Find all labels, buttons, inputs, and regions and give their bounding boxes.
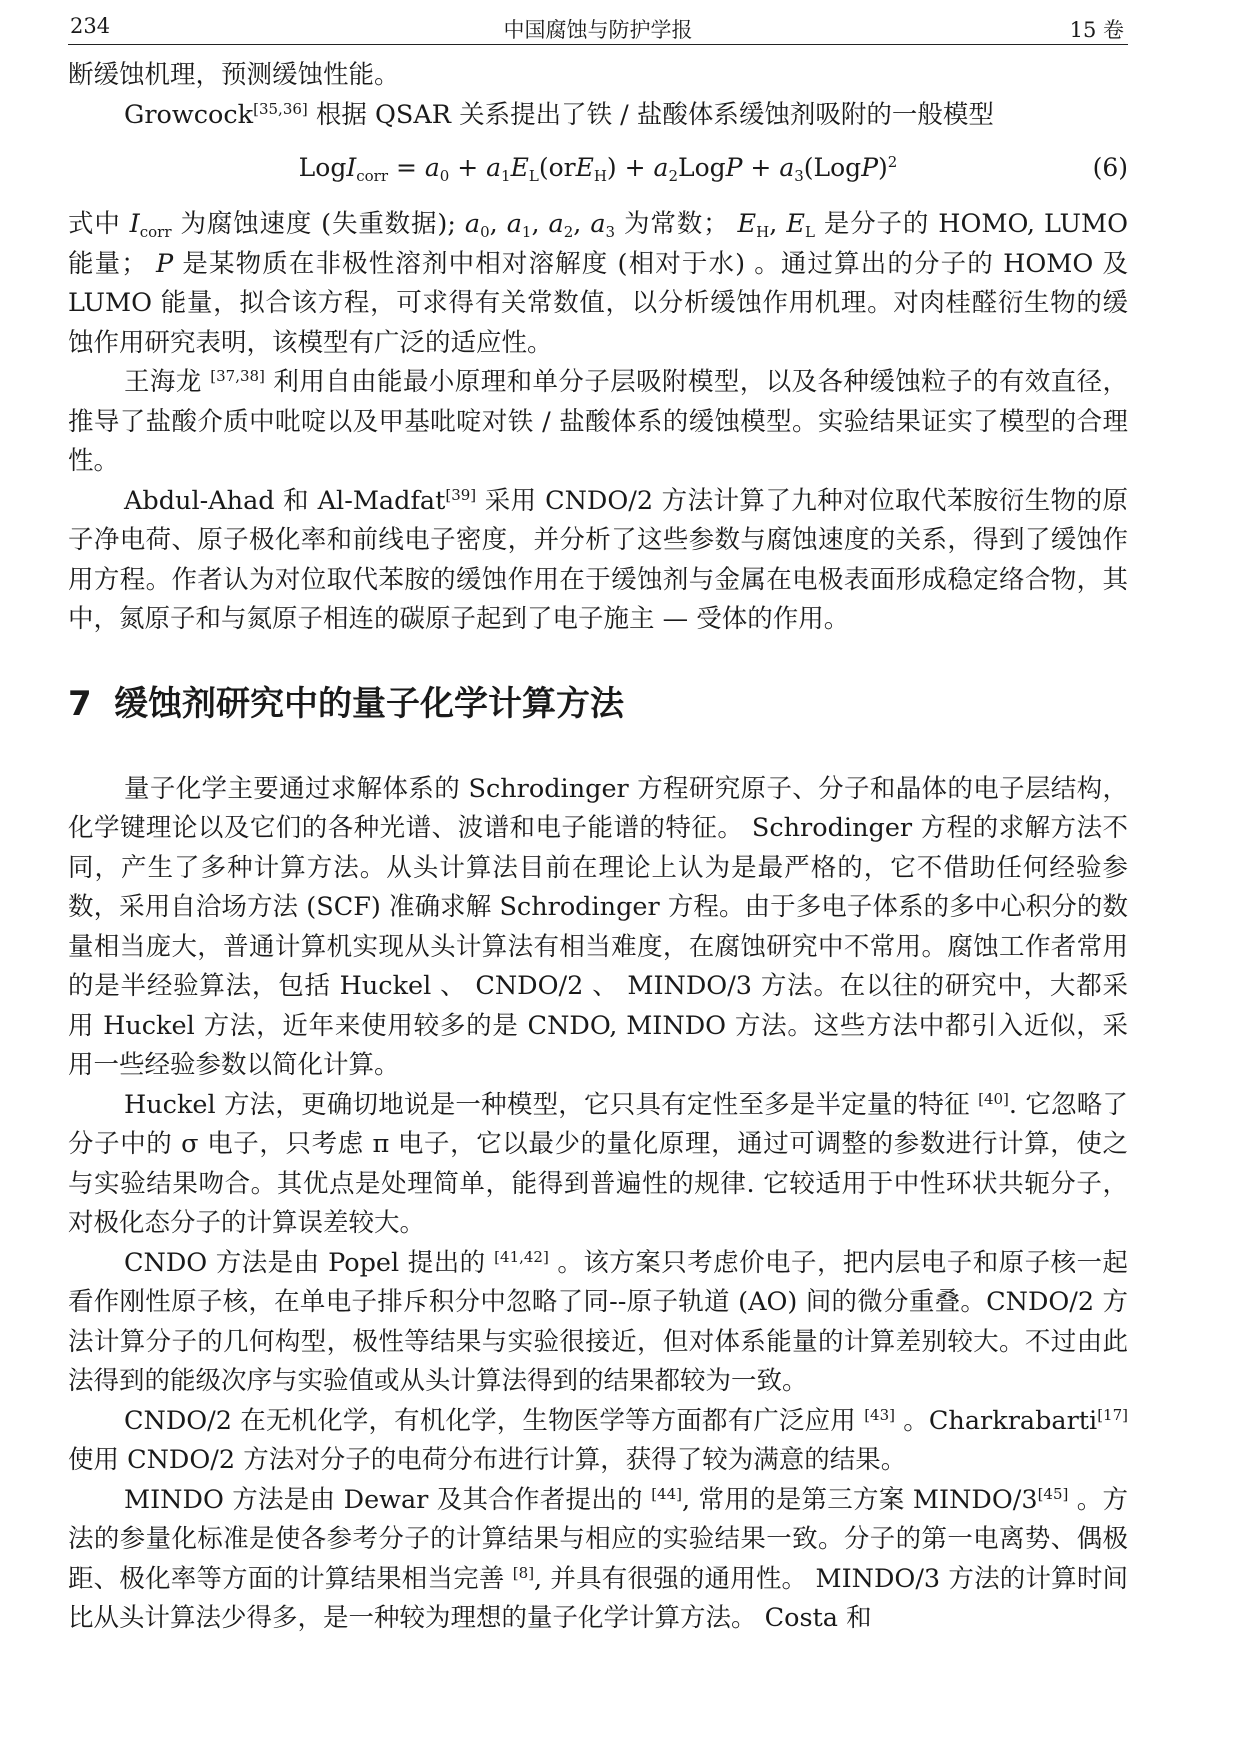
journal-title: 中国腐蚀与防护学报 bbox=[503, 18, 693, 42]
paragraph-abdul-ahad: Abdul-Ahad 和 Al-Madfat[39] 采用 CNDO/2 方法计算了九种对位取代苯胺衍生物的原子净电荷、原子极化率和前线电子密度，并分析了这些参数与腐蚀速度的关系，得到了缓蚀作用方程。作者认为对位取代苯胺的缓蚀作用在于缓蚀剂与金属在电极表面形成稳定络合物，其中，氮原子和与氮原子相连的碳原子起到了电子施主 — 受体的作用。 bbox=[68, 485, 1129, 634]
equation-6 bbox=[68, 135, 1128, 205]
paragraph-continuation: 断缓蚀机理，预测缓蚀性能。 bbox=[68, 60, 400, 90]
equation-number: (6) bbox=[1092, 153, 1128, 182]
section-heading bbox=[68, 640, 1128, 770]
paragraph-mindo: MINDO 方法是由 Dewar 及其合作者提出的 [44], 常用的是第三方案 MINDO/3[45] 。方法的参量化标准是使各参考分子的计算结果与相应的实验结果一致。分子的第一电离势、偶极距、极化率等方面的计算结果相当完善 [8], 并具有很强的通用性。 MINDO/3 方法的计算时间比从头计算法少得多，是一种较为理想的量子化学计算方法。 Costa 和 bbox=[68, 1484, 1129, 1633]
paragraph-cndo2: CNDO/2 在无机化学，有机化学，生物医学等方面都有广泛应用 [43] 。Charkrabarti[17] 使用 CNDO/2 方法对分子的电荷分布进行计算，获得了较为满意的结果。 bbox=[68, 1405, 1128, 1475]
volume-label: 15 卷 bbox=[1069, 18, 1124, 42]
running-header bbox=[68, 8, 1128, 42]
paragraph-growcock: Growcock[35,36] 根据 QSAR 关系提出了铁 / 盐酸体系缓蚀剂吸附的一般模型 bbox=[124, 99, 994, 130]
page-body bbox=[68, 56, 1128, 1639]
equation-body: LogI$_{corr}$ = $a_0 + a_1E_L(orE_H)$ + $a_2LogP$ + $a_3(LogP)^2$ bbox=[298, 153, 898, 185]
paragraph-cndo: CNDO 方法是由 Popel 提出的 [41,42] 。该方案只考虑价电子，把内层电子和原子核一起看作刚性原子核，在单电子排斥积分中忽略了同--原子轨道 (AO) 间的微分重叠。CNDO/2 方法计算分子的几何构型，极性等结果与实验很接近，但对体系能量的计算差别较大。不过由此法得到的能级次序与实验值或从头计算法得到的结果都较为一致。 bbox=[68, 1247, 1128, 1396]
header-rule bbox=[68, 44, 1128, 45]
page-number: 234 bbox=[70, 14, 111, 38]
paragraph-huckel: Huckel 方法，更确切地说是一种模型，它只具有定性至多是半定量的特征 [40]. 它忽略了分子中的 σ 电子，只考虑 π 电子，它以最少的量化原理，通过可调整的参数进行计算，使之与实验结果吻合。其优点是处理简单，能得到普遍性的规律. 它较适用于中性环状共轭分子，对极化态分子的计算误差较大。 bbox=[68, 1089, 1128, 1238]
paragraph-symbols: 式中 $I_{corr}$ 为腐蚀速度 (失重数据); $a_0$, $a_1$, $a_2$, $a_3$ 为常数； $E_H$, $E_L$ 是分子的 HOMO, LUMO 能量； P 是某物质在非极性溶剂中相对溶解度 (相对于水) 。通过算出的分子的 HOMO 及 LUMO 能量，拟合该方程，可求得有关常数值，以分析缓蚀作用机理。对肉桂醛衍生物的缓蚀作用研究表明，该模型有广泛的适应性。 bbox=[68, 209, 1129, 358]
paragraph-quantum-intro: 量子化学主要通过求解体系的 Schrodinger 方程研究原子、分子和晶体的电子层结构，化学键理论以及它们的各种光谱、波谱和电子能谱的特征。 Schrodinger 方程的求解方法不同，产生了多种计算方法。从头计算法目前在理论上认为是最严格的，它不借助任何经验参数，采用自洽场方法 (SCF) 准确求解 Schrodinger 方程。由于多电子体系的多中心积分的数量相当庞大，普通计算机实现从头计算法有相当难度，在腐蚀研究中不常用。腐蚀工作者常用的是半经验算法，包括 Huckel 、 CNDO/2 、 MINDO/3 方法。在以往的研究中，大都采用 Huckel 方法，近年来使用较多的是 CNDO, MINDO 方法。这些方法中都引入近似，采用一些经验参数以简化计算。 bbox=[68, 773, 1128, 1080]
section-title: 缓蚀剂研究中的量子化学计算方法 bbox=[114, 683, 624, 724]
paragraph-wang: 王海龙 [37,38] 利用自由能最小原理和单分子层吸附模型，以及各种缓蚀粒子的有效直径，推导了盐酸介质中吡啶以及甲基吡啶对铁 / 盐酸体系的缓蚀模型。实验结果证实了模型的合理性。 bbox=[68, 367, 1129, 476]
section-number: 7 bbox=[68, 683, 92, 724]
